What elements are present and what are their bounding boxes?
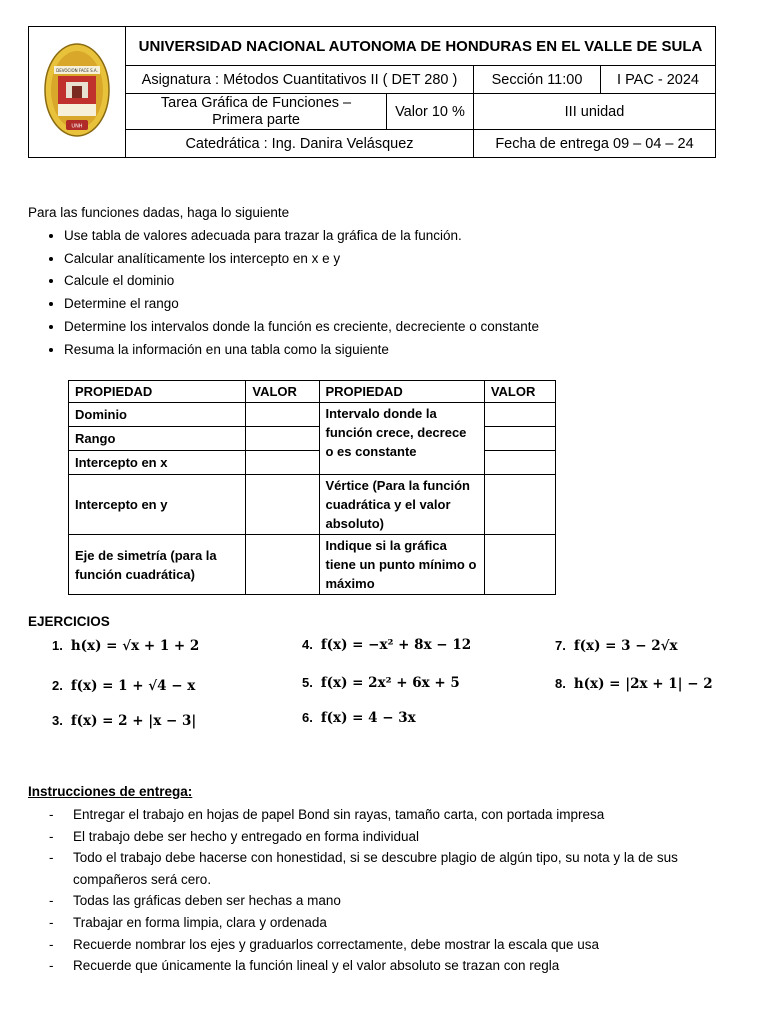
col-header: VALOR [246,381,319,403]
exercise-expr: f(x) = −x² + 8x − 12 [320,637,472,653]
value-cell [246,403,319,427]
exercise-7: 7. f(x) = 3 − 2√x [555,638,678,654]
intro-bullets [28,225,539,362]
list-item: • Use tabla de valores adecuada para trazar la gráfica de la función. [64,225,539,248]
row-intercepto-y: Intercepto en y [69,475,246,535]
svg-text:UNH: UNH [71,123,83,130]
exercise-6: 6. f(x) = 4 − 3x [302,710,416,726]
list-item: • Determine el rango [64,293,539,316]
fecha-entrega: Fecha de entrega 09 – 04 – 24 [474,130,716,158]
exercise-expr: h(x) = |2x + 1| − 2 [573,676,713,692]
list-item: • Resuma la información en una tabla como la siguiente [64,339,539,362]
exercise-8: 8. h(x) = |2x + 1| − 2 [555,676,713,692]
asignatura: Asignatura : Métodos Cuantitativos II ( DET 280 ) [126,66,474,94]
list-item: - Trabajar en forma limpia, clara y ordenada [28,912,728,934]
value-cell [484,451,555,475]
row-rango: Rango [69,427,246,451]
list-item: - Recuerde nombrar los ejes y graduarlos correctamente, debe mostrar la escala que usa [28,934,728,956]
exercise-expr: f(x) = 3 − 2√x [573,638,678,654]
list-item: - Todo el trabajo debe hacerse con honestidad, si se descubre plagio de algún tipo, su nota y la de sus compañeros será cero. [28,847,728,890]
svg-text:DEVOCION FACE S.A.: DEVOCION FACE S.A. [56,68,98,73]
exercise-expr: f(x) = 2x² + 6x + 5 [320,675,460,691]
list-item: • Calcule el dominio [64,270,539,293]
row-dominio: Dominio [69,403,246,427]
exercise-3: 3. f(x) = 2 + |x − 3| [52,713,197,729]
value-cell [246,535,319,595]
value-cell [484,403,555,427]
value-cell [484,427,555,451]
value-cell [246,427,319,451]
seccion: Sección 11:00 [474,66,601,94]
exercise-4: 4. f(x) = −x² + 8x − 12 [302,637,472,653]
row-eje-simetria: Eje de simetría (para la función cuadrática) [69,535,246,595]
university-seal-icon [42,40,112,140]
properties-table [68,380,556,595]
tarea-title [126,94,387,130]
exercise-1: 1. h(x) = √x + 1 + 2 [52,638,200,654]
list-item: • Calcular analíticamente los intercepto en x e y [64,248,539,271]
exercise-5: 5. f(x) = 2x² + 6x + 5 [302,675,460,691]
university-title: UNIVERSIDAD NACIONAL AUTONOMA DE HONDURAS EN EL VALLE DE SULA [126,27,716,66]
exercise-expr: f(x) = 4 − 3x [320,710,416,726]
exercise-expr: f(x) = 1 + √4 − x [70,678,196,694]
unidad: III unidad [474,94,716,130]
list-item: - Todas las gráficas deben ser hechas a mano [28,890,728,912]
value-cell [246,475,319,535]
intro-section [28,202,539,362]
value-cell [484,535,555,595]
instrucciones-title: Instrucciones de entrega: [28,784,193,799]
ejercicios-title: EJERCICIOS [28,614,110,629]
exercise-2: 2. f(x) = 1 + √4 − x [52,678,196,694]
exercise-expr: f(x) = 2 + |x − 3| [70,713,197,729]
row-intervalo: Intervalo donde la función crece, decrece o es constante [319,403,484,475]
list-item: - El trabajo debe ser hecho y entregado en forma individual [28,826,728,848]
list-item: - Recuerde que únicamente la función lineal y el valor absoluto se trazan con regla [28,955,728,977]
exercise-expr: h(x) = √x + 1 + 2 [70,638,200,654]
list-item: • Determine los intervalos donde la función es creciente, decreciente o constante [64,316,539,339]
col-header: VALOR [484,381,555,403]
tarea-title-line2: Primera parte [212,111,300,128]
tarea-title-line1: Tarea Gráfica de Funciones – [160,94,352,111]
value-cell [484,475,555,535]
row-intercepto-x: Intercepto en x [69,451,246,475]
valor: Valor 10 % [387,94,474,130]
value-cell [246,451,319,475]
list-item: - Entregar el trabajo en hojas de papel Bond sin rayas, tamaño carta, con portada impresa [28,804,728,826]
university-logo [29,27,126,158]
catedratica: Catedrática : Ing. Danira Velásquez [126,130,474,158]
instrucciones-list [28,804,728,977]
col-header: PROPIEDAD [69,381,246,403]
intro-lead: Para las funciones dadas, haga lo siguiente [28,205,290,220]
row-vertice: Vértice (Para la función cuadrática y el valor absoluto) [319,475,484,535]
periodo: I PAC - 2024 [601,66,716,94]
header-table [28,26,716,158]
col-header: PROPIEDAD [319,381,484,403]
row-punto: Indique si la gráfica tiene un punto mínimo o máximo [319,535,484,595]
